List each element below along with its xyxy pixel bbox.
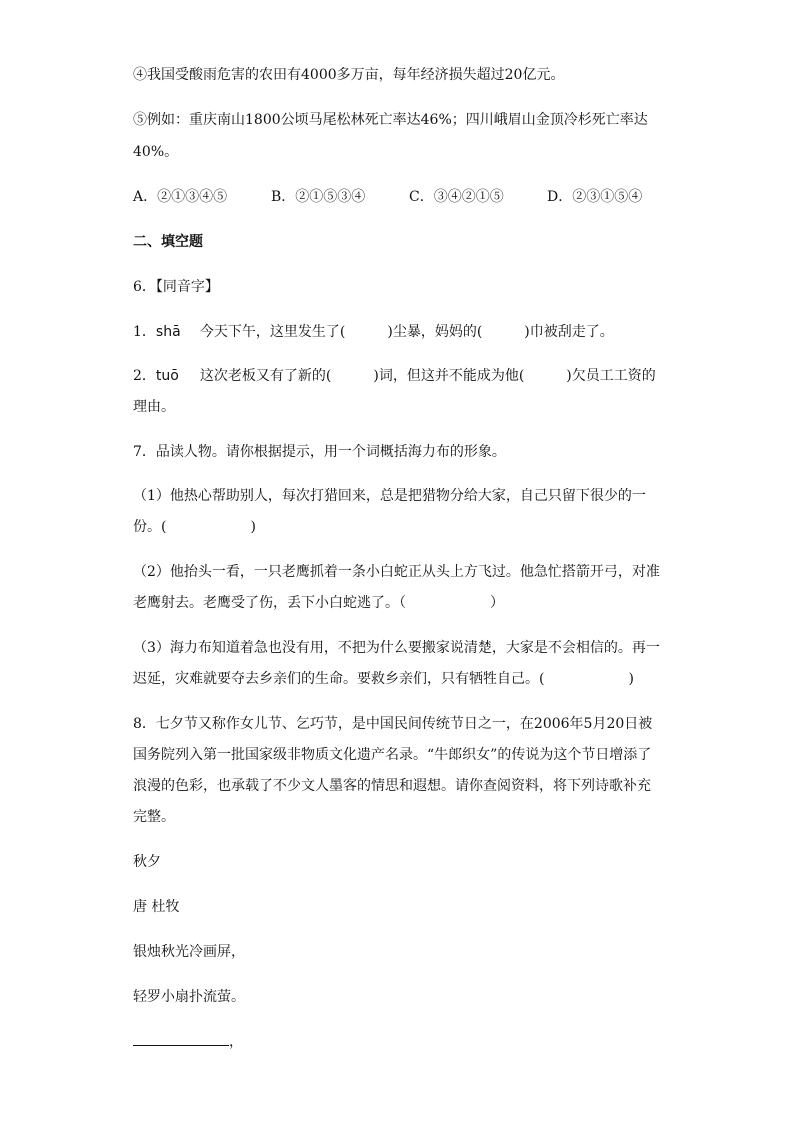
question-8-line3: 浪漫的色彩，也承载了不少文人墨客的情思和遐想。请你查阅资料，将下列诗歌补充 <box>133 778 651 794</box>
question-8-line2: 国务院列入第一批国家级非物质文化遗产名录。“牛郎织女”的传说为这个节日增添了 <box>133 747 652 763</box>
option-c: C．③④②①⑤ <box>409 189 504 205</box>
question-7-part-2-line2: 老鹰射去。老鹰受了伤，丢下小白蛇逃了。（ ） <box>133 595 504 611</box>
poem-line-1: 银烛秋光冷画屏， <box>133 944 245 960</box>
item-5-text-line1: ⑤例如：重庆南山1800公顷马尾松林死亡率达46%；四川峨眉山金顶冷杉死亡率达 <box>133 112 648 128</box>
question-6-sentence-1 <box>133 323 663 341</box>
poem-blank-line <box>133 1031 663 1051</box>
question-7-part-2-line1: （2）他抬头一看，一只老鹰抓着一条小白蛇正从头上方飞过。他急忙搭箭开弓，对准 <box>133 564 660 580</box>
poem-author: 唐 杜牧 <box>133 899 180 915</box>
sentence-text: 今天下午，这里发生了( )尘暴，妈妈的( )巾被刮走了。 <box>199 324 614 340</box>
fill-in-blank[interactable] <box>133 1031 229 1046</box>
question-7-part-1-line1: （1）他热心帮助别人，每次打猎回来，总是把猎物分给大家，自己只留下很少的一 <box>133 488 646 504</box>
blank-punctuation: ， <box>229 1034 243 1050</box>
question-8-line1: 8．七夕节又称作女儿节、乞巧节，是中国民间传统节日之一，在2006年5月20日被 <box>133 716 653 732</box>
question-8-line4: 完整。 <box>133 809 175 825</box>
pinyin-label: tuō <box>155 368 179 384</box>
question-6-sentence-2-cont: 理由。 <box>133 399 175 415</box>
section-title: 二、填空题 <box>133 234 203 250</box>
question-7-part-1-line2: 份。( ) <box>133 519 256 535</box>
question-6-title: 6．【同音字】 <box>133 279 219 295</box>
pinyin-label: shā <box>155 324 181 340</box>
sentence-text: 这次老板又有了新的( )词，但这并不能成为他( )欠员工工资的 <box>199 368 656 384</box>
item-4-text: ④我国受酸雨危害的农田有4000多万亩，每年经济损失超过20亿元。 <box>133 67 565 83</box>
sentence-number: 1． <box>133 324 156 340</box>
option-d: D．②③①⑤④ <box>547 189 643 205</box>
item-5-text-line2: 40%。 <box>133 144 179 160</box>
sentence-number: 2． <box>133 368 156 384</box>
question-7-title: 7．品读人物。请你根据提示，用一个词概括海力布的形象。 <box>133 444 506 460</box>
option-b: B．②①⑤③④ <box>271 189 366 205</box>
poem-line-2: 轻罗小扇扑流萤。 <box>133 989 245 1005</box>
question-7-part-3-line1: （3）海力布知道着急也没有用，不把为什么要搬家说清楚，大家是不会相信的。再一 <box>133 640 660 656</box>
question-7-part-3-line2: 迟延，灾难就要夺去乡亲们的生命。要救乡亲们，只有牺牲自己。( ) <box>133 671 634 687</box>
question-6-sentence-2 <box>133 367 663 385</box>
poem-title: 秋夕 <box>133 854 161 870</box>
answer-options <box>133 188 663 206</box>
option-a: A．②①③④⑤ <box>133 189 228 205</box>
